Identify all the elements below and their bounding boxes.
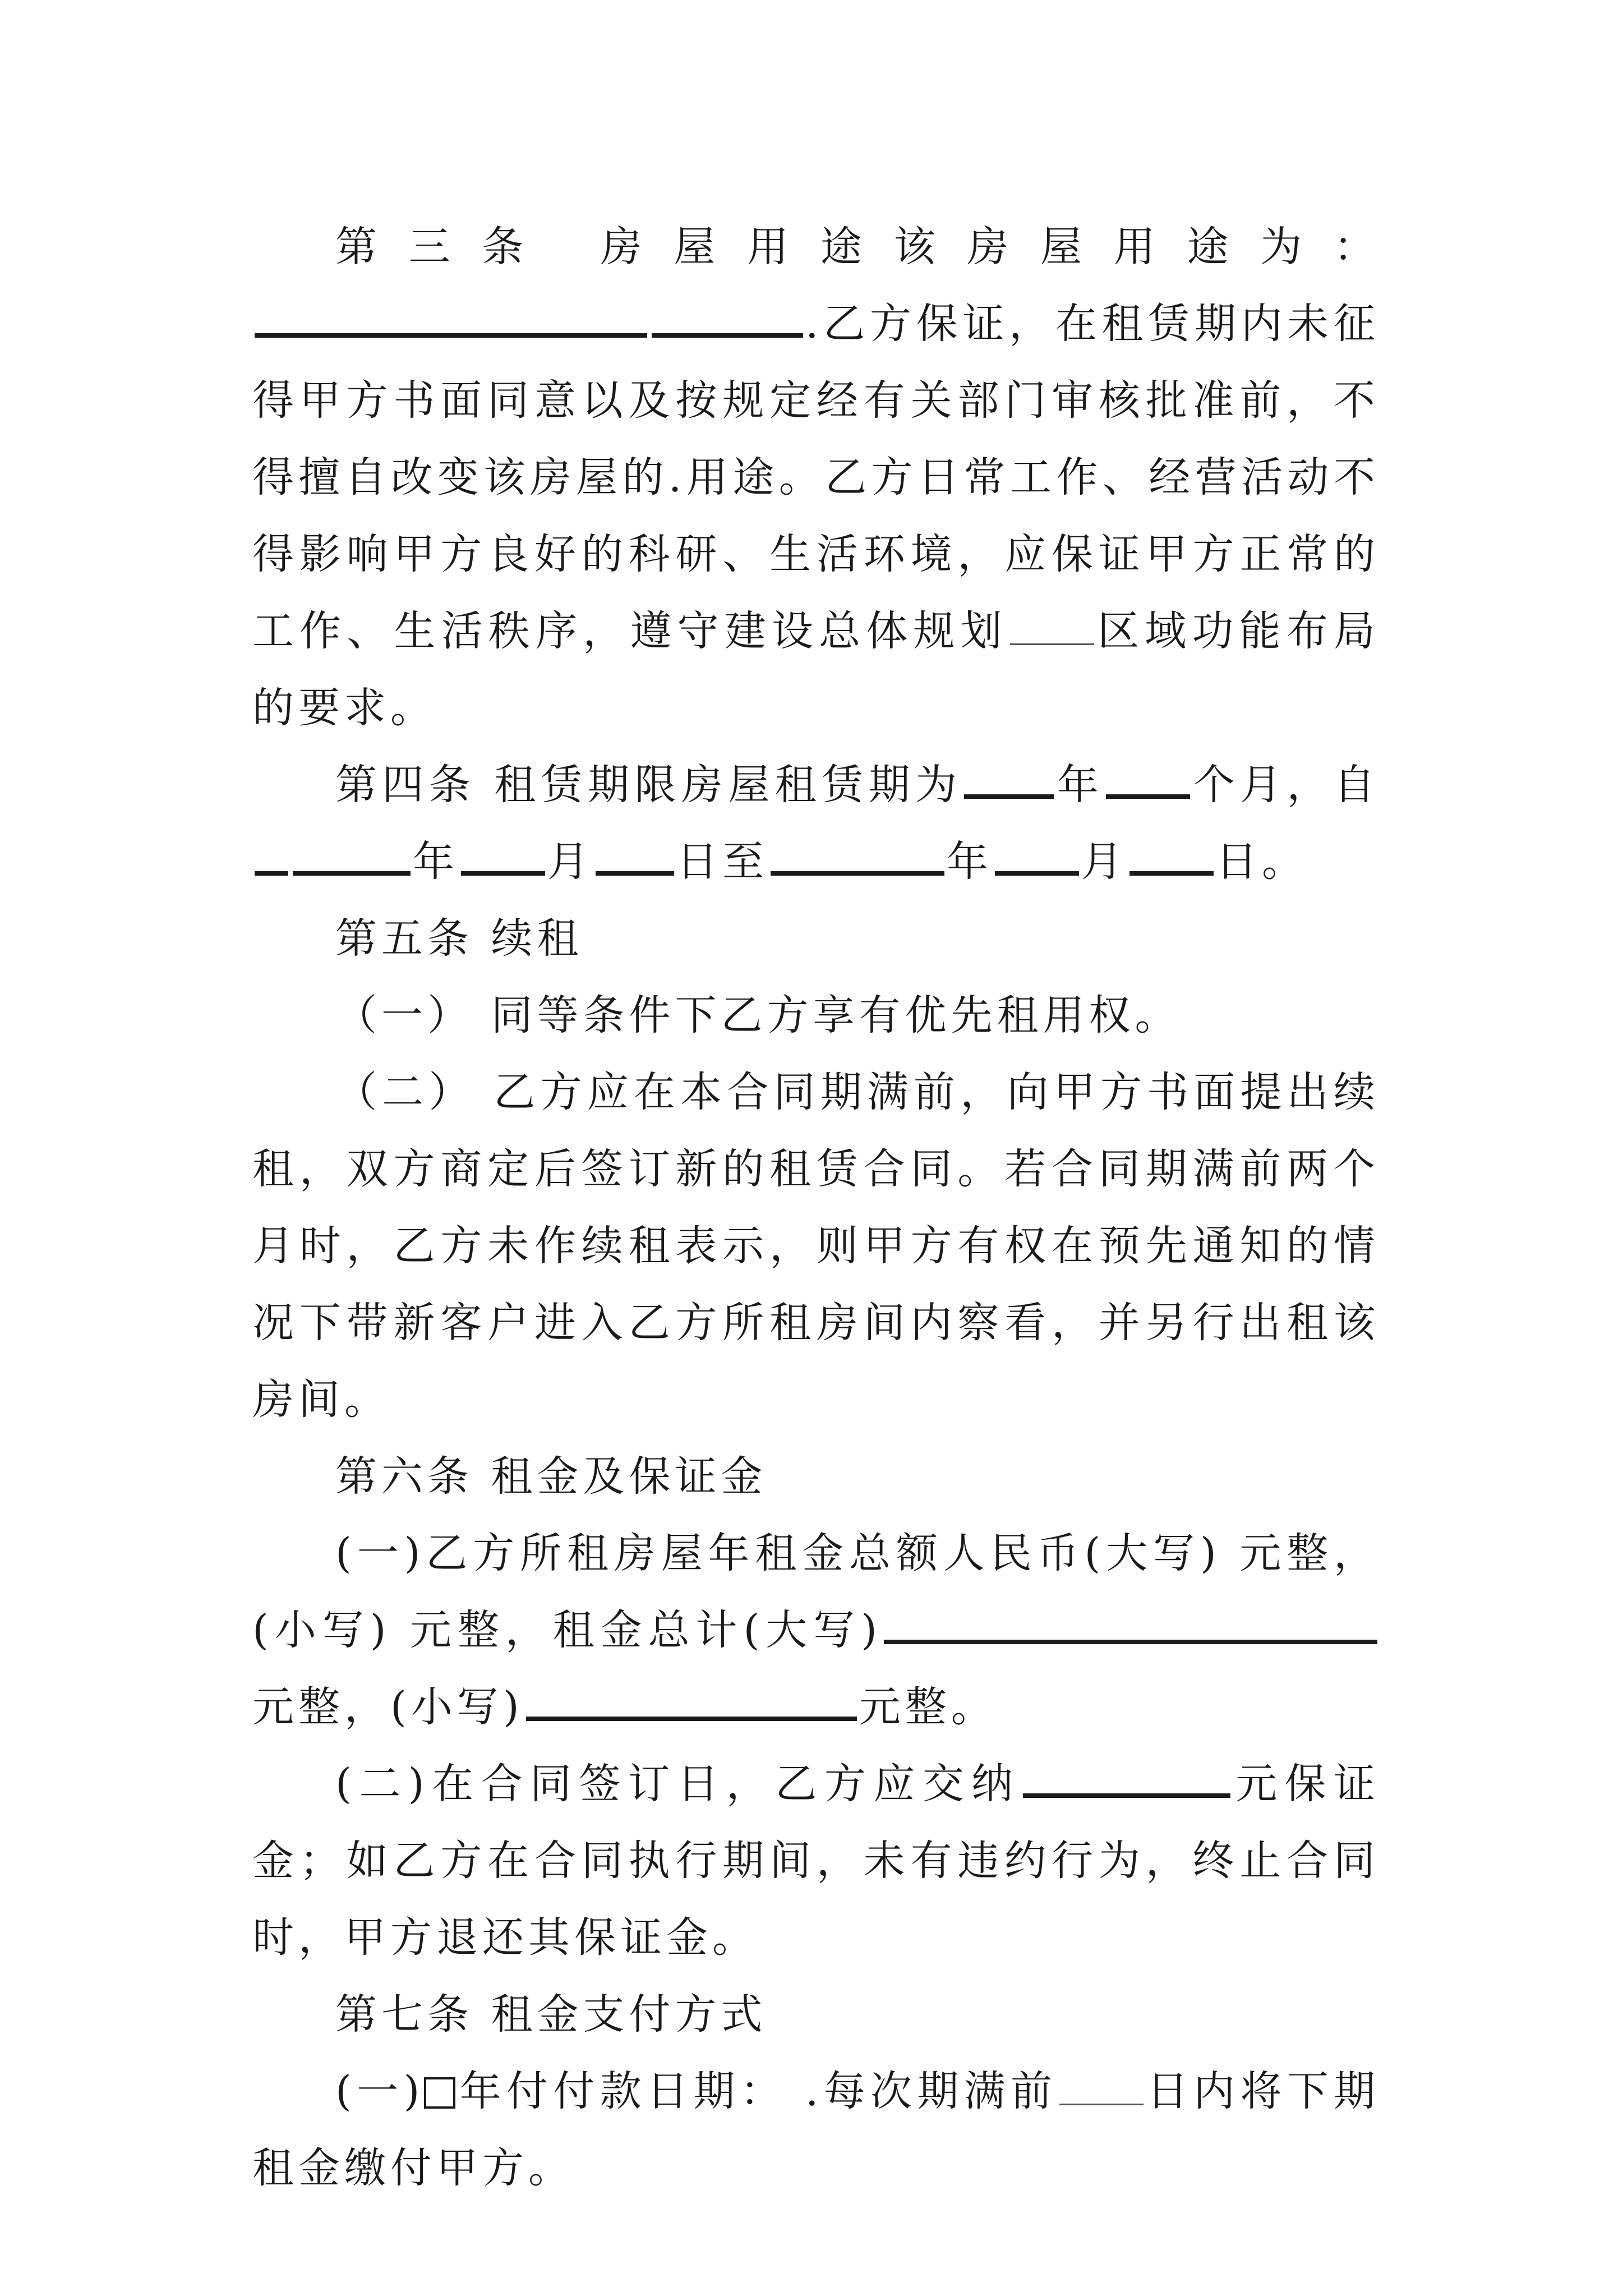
usage-blank: [255, 311, 647, 338]
start-year-label: 年: [413, 838, 459, 886]
start-day-blank: [596, 849, 674, 876]
zone-blank: [1010, 621, 1094, 645]
end-month-blank: [995, 849, 1079, 876]
deposit-blank: [1023, 1771, 1230, 1798]
article-4: [252, 747, 1380, 900]
usage-blank-cont: [652, 311, 803, 338]
article-5-title: 第五条 续租: [335, 914, 583, 963]
end-year-label: 年: [947, 838, 993, 886]
article-7-item-1: [252, 2053, 1380, 2207]
contract-text: [252, 209, 1380, 2207]
rent-text-3: 元整。: [859, 1683, 997, 1731]
rent-text-2: 元整，(小写): [252, 1683, 524, 1731]
end-year-blank: [771, 849, 944, 876]
article-5-item-2: （二） 乙方应在本合同期满前，向甲方书面提出续租，双方商定后签订新的租赁合同。若合同期满前两个月时，乙方未作续租表示，则甲方有权在预先通知的情况下带新客户进入乙方所租房间内察看，并另行出租该房间。: [252, 1068, 1380, 1424]
start-day-label: 日至: [676, 838, 768, 886]
payment-text-2: 年付付款日期： .每次期满前: [459, 2067, 1058, 2115]
article-7-title: 第七条 租金支付方式: [335, 1990, 767, 2039]
deposit-text-2: 元保证金；如乙方在合同执行期间，未有违约行为，终止合同时，甲方退还其保证金。: [252, 1760, 1380, 1962]
payment-days-blank: [1059, 2081, 1144, 2105]
rent-text-1: (一)乙方所租房屋年租金总额人民币(大写) 元整，(小写) 元整，租金总计(大写): [252, 1529, 1380, 1654]
term-months-blank: [1106, 772, 1190, 799]
start-month-label: 月: [547, 838, 593, 886]
end-month-label: 月: [1081, 838, 1127, 886]
end-day-blank: [1129, 849, 1214, 876]
start-year-blank-cont: [293, 849, 411, 876]
article-3-text-2: .乙方保证，在租赁期内未征得甲方书面同意以及按规定经有关部门审核批准前，不得擅自改变该房屋的.用途。乙方日常工作、经营活动不得影响甲方良好的科研、生活环境，应保证甲方正常的工作、生活秩序，遵守建设总体规划: [252, 300, 1380, 655]
article-3-text-3: 区域功能布局的要求。: [252, 607, 1380, 732]
rent-total-lower-blank: [526, 1694, 857, 1721]
article-6-item-2: [252, 1746, 1380, 1976]
article-4-title: 第四条 租赁期限: [335, 761, 681, 809]
article-5-item-1: （一） 同等条件下乙方享有优先租用权。: [335, 991, 1181, 1039]
article-3: [252, 209, 1380, 747]
months-label: 个月，自: [1192, 761, 1380, 809]
start-year-blank: [255, 849, 288, 876]
article-6-item-1: [252, 1515, 1380, 1746]
article-6-title: 第六条 租金及保证金: [335, 1452, 767, 1501]
payment-text-3: 日内将下期租金缴付甲方。: [252, 2067, 1380, 2192]
deposit-text-1: (二)在合同签订日，乙方应交纳: [335, 1760, 1021, 1808]
article-3-title: 第三条 房屋用途: [335, 223, 894, 271]
article-4-text-1: 房屋租赁期为: [681, 761, 962, 809]
payment-text-1: (一): [335, 2067, 425, 2115]
end-day-label: 日。: [1216, 838, 1308, 886]
start-month-blank: [461, 849, 545, 876]
annual-payment-checkbox[interactable]: [424, 2077, 455, 2109]
rent-total-upper-blank: [884, 1617, 1377, 1644]
article-3-text-1: 该房屋用途为：: [893, 223, 1380, 271]
years-label: 年: [1056, 761, 1104, 809]
term-years-blank: [964, 772, 1054, 799]
